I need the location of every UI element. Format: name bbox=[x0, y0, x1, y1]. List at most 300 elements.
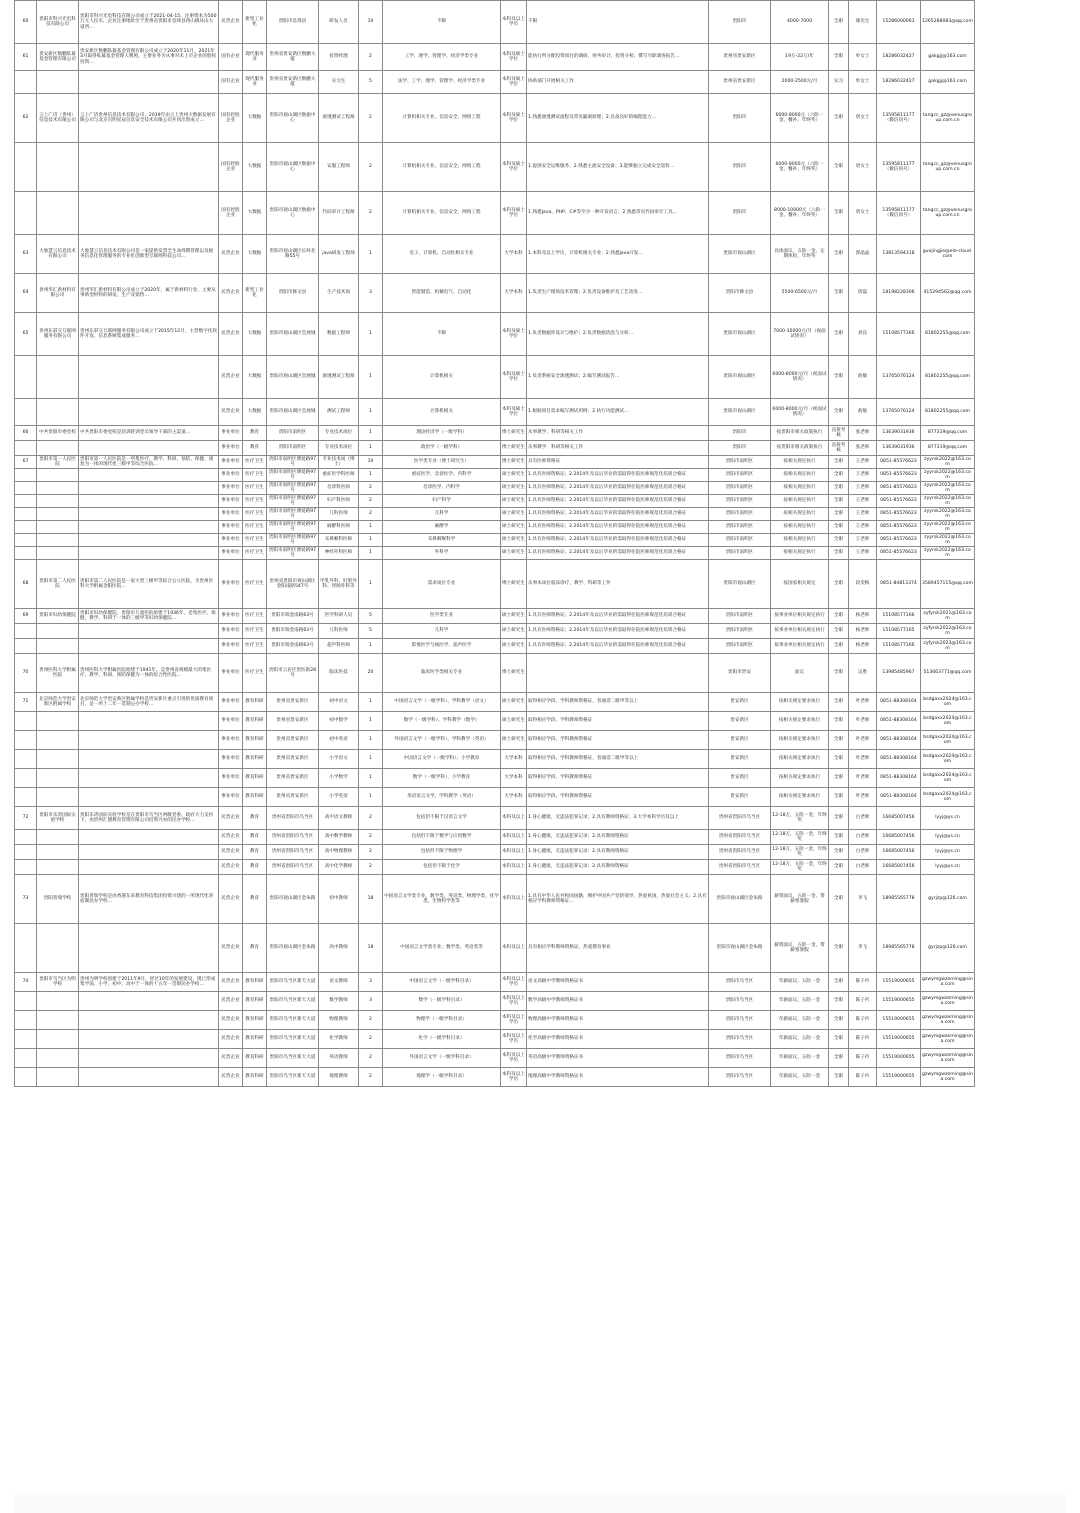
cell-type: 全职 bbox=[829, 693, 849, 712]
cell-tel: 15519000655 bbox=[877, 1049, 921, 1068]
cell-tel: 0851-88308164 bbox=[877, 769, 921, 788]
cell-mail: gyrjzp@126.com bbox=[921, 924, 975, 973]
cell-pos: 地理教师 bbox=[319, 1068, 359, 1087]
cell-edu: 本科及以上 bbox=[501, 830, 527, 845]
cell-ind: 教育科研 bbox=[243, 1068, 267, 1087]
cell-nature: 事业单位 bbox=[219, 482, 243, 495]
cell-pos: 高中语文教师 bbox=[319, 807, 359, 830]
cell-type: 全职 bbox=[829, 1049, 849, 1068]
cell-tel: 0851-88308164 bbox=[877, 712, 921, 731]
cell-ind: 大数据 bbox=[243, 235, 267, 274]
cell-tel: 13595811177（微信同号） bbox=[877, 192, 921, 235]
cell-mail: lyyj@ys.cn bbox=[921, 807, 975, 830]
cell-n bbox=[15, 830, 37, 845]
cell-tel: 0851-85576623 bbox=[877, 482, 921, 495]
cell-unit bbox=[37, 924, 79, 973]
cell-req: 取得相应学段、学科教师资格证 bbox=[527, 712, 709, 731]
cell-ind: 医疗卫生 bbox=[243, 654, 267, 693]
cell-req: 具有相应学科教师资格证，热爱教育事业 bbox=[527, 924, 709, 973]
cell-tel: 15519000655 bbox=[877, 992, 921, 1011]
cell-pos: 专业技术岗（博士） bbox=[319, 456, 359, 469]
cell-intro bbox=[79, 750, 219, 769]
cell-contact: 李飞 bbox=[849, 924, 877, 973]
cell-type: 全职 bbox=[829, 712, 849, 731]
cell-addr: 贵阳市观山湖区数据中心 bbox=[267, 94, 319, 143]
cell-n bbox=[15, 534, 37, 547]
cell-edu: 博士研究生 bbox=[501, 654, 527, 693]
cell-tel: 13985485967 bbox=[877, 654, 921, 693]
cell-pos: 超声科医师 bbox=[319, 639, 359, 654]
cell-nature: 民营企业 bbox=[219, 924, 243, 973]
cell-n: 63 bbox=[15, 235, 37, 274]
cell-pay: 按贵阳市相关政策执行 bbox=[771, 426, 829, 441]
cell-major: 计算机相关 bbox=[383, 399, 501, 426]
cell-ind: 医疗卫生 bbox=[243, 508, 267, 521]
cell-place: 贵阳市观山湖区 bbox=[709, 356, 771, 399]
cell-num: 1 bbox=[359, 750, 383, 769]
cell-type: 实习 bbox=[829, 71, 849, 94]
cell-tel: 15108577366 bbox=[877, 313, 921, 356]
cell-n bbox=[15, 788, 37, 807]
cell-pos: 专业技术岗位 bbox=[319, 426, 359, 441]
cell-ind: 大数据 bbox=[243, 356, 267, 399]
cell-req: 1.具有中华人民共和国国籍，拥护中国共产党的领导，热爱祖国，热爱社会主义；2.具有相应学科教师资格证… bbox=[527, 875, 709, 924]
cell-major: 外科学 bbox=[383, 547, 501, 560]
cell-pos: 专业技术岗位 bbox=[319, 441, 359, 456]
cell-num: 1 bbox=[359, 356, 383, 399]
cell-num: 2 bbox=[359, 1068, 383, 1087]
cell-n bbox=[15, 71, 37, 94]
cell-n bbox=[15, 356, 37, 399]
cell-edu: 硕士研究生 bbox=[501, 639, 527, 654]
cell-intro: 贵安新区数鹏私募基金管理有限公司成立于2020年11月，2021年3月取得私募基金管理人牌照，主要业务为从事对未上市企业的股权投资… bbox=[79, 44, 219, 71]
table-row bbox=[15, 482, 1080, 495]
cell-ind: 新型工业化 bbox=[243, 274, 267, 313]
table-row bbox=[15, 639, 1080, 654]
cell-addr: 贵州省贵阳市乌当区 bbox=[267, 860, 319, 875]
cell-num: 1 bbox=[359, 712, 383, 731]
cell-n: 72 bbox=[15, 807, 37, 830]
cell-tel: 13639031936 bbox=[877, 441, 921, 456]
cell-pos: 甲乳外科、肝胆外科、胃肠外科等 bbox=[319, 560, 359, 609]
cell-pos: 安服工程师 bbox=[319, 143, 359, 192]
cell-contact: 颜先生 bbox=[849, 1, 877, 44]
cell-contact: 叶老师 bbox=[849, 712, 877, 731]
cell-n bbox=[15, 1030, 37, 1049]
cell-edu: 本科及以上 bbox=[501, 875, 527, 924]
cell-req: 取得相应学段、学科教师资格证 bbox=[527, 788, 709, 807]
cell-tel: 16685007456 bbox=[877, 845, 921, 860]
cell-ind: 教育 bbox=[243, 875, 267, 924]
table-row bbox=[15, 469, 1080, 482]
cell-major: 急诊医学、内科学 bbox=[383, 482, 501, 495]
cell-nature: 事业单位 bbox=[219, 469, 243, 482]
cell-addr: 贵阳市乌当区新天大道 bbox=[267, 1030, 319, 1049]
cell-req: 1.熟悉Java、PHP、C#等至少一种开发语言；2.熟悉常见代码审计工具… bbox=[527, 192, 709, 235]
cell-tel: 13813594318 bbox=[877, 235, 921, 274]
cell-num: 1 bbox=[359, 788, 383, 807]
cell-mail: 81802255@qq.com bbox=[921, 313, 975, 356]
table-row bbox=[15, 924, 1080, 973]
cell-type: 全职 bbox=[829, 830, 849, 845]
cell-nature: 民营企业 bbox=[219, 860, 243, 875]
cell-addr: 贵阳市南明区博爱路97号 bbox=[267, 482, 319, 495]
cell-major: 英语语言文学、学科教学（英语） bbox=[383, 788, 501, 807]
cell-unit bbox=[37, 547, 79, 560]
cell-intro bbox=[79, 769, 219, 788]
cell-edu: 大学本科 bbox=[501, 788, 527, 807]
cell-nature: 民营企业 bbox=[219, 830, 243, 845]
cell-place: 贵州省贵安新区 bbox=[709, 71, 771, 94]
table-row bbox=[15, 1049, 1080, 1068]
cell-pay: 年薪面议，五险一金 bbox=[771, 1011, 829, 1030]
cell-nature: 民营企业 bbox=[219, 973, 243, 992]
cell-edu: 本科及硕士学位 bbox=[501, 399, 527, 426]
cell-pay: 2000-2500元/月 bbox=[771, 71, 829, 94]
cell-ind: 教育科研 bbox=[243, 693, 267, 712]
cell-pay: 按相关规定要求执行 bbox=[771, 712, 829, 731]
cell-intro bbox=[79, 441, 219, 456]
cell-req: 物理高级中学教师资格证书 bbox=[527, 1011, 709, 1030]
cell-n bbox=[15, 712, 37, 731]
cell-n: 73 bbox=[15, 875, 37, 924]
cell-mail: 81802255@qq.com bbox=[921, 399, 975, 426]
cell-tel: 13639031936 bbox=[877, 426, 921, 441]
cell-num: 18 bbox=[359, 875, 383, 924]
table-row bbox=[15, 534, 1080, 547]
cell-ind: 教育 bbox=[243, 807, 267, 830]
cell-num: 1 bbox=[359, 399, 383, 426]
cell-major: 地理学（一级学科目录） bbox=[383, 1068, 501, 1087]
cell-intro bbox=[79, 731, 219, 750]
cell-major: 外国语言文学（一级学科）、学科教学（英语） bbox=[383, 731, 501, 750]
cell-pay: 19万-22万/年 bbox=[771, 44, 829, 71]
cell-major: 不限 bbox=[383, 1, 501, 44]
cell-place: 贵阳市南明区 bbox=[709, 534, 771, 547]
cell-tel: 13595811177（微信同号） bbox=[877, 94, 921, 143]
cell-intro bbox=[79, 924, 219, 973]
cell-place: 贵安新区 bbox=[709, 712, 771, 731]
cell-addr: 贵州省贵阳市乌当区 bbox=[267, 830, 319, 845]
cell-ind: 教育科研 bbox=[243, 712, 267, 731]
cell-unit bbox=[37, 845, 79, 860]
cell-req: 1.具有医师资格证；2.2014年及以后毕业的需取得住院医师规范化培训合格证 bbox=[527, 609, 709, 624]
cell-intro: 北京师范大学贵安新区附属学校是贵安新区重点引进的优质教育项目，是一所十二年一贯制公办学校… bbox=[79, 693, 219, 712]
cell-n bbox=[15, 639, 37, 654]
cell-addr: 贵阳市乌当区新天大道 bbox=[267, 1011, 319, 1030]
cell-intro bbox=[79, 1068, 219, 1087]
cell-type: 全职 bbox=[829, 399, 849, 426]
cell-nature: 民营企业 bbox=[219, 1011, 243, 1030]
cell-pay: 12-18万，五险一金，年终奖 bbox=[771, 860, 829, 875]
cell-nature: 民营企业 bbox=[219, 1049, 243, 1068]
cell-tel: 0851-85576623 bbox=[877, 508, 921, 521]
cell-mail: tangcc_gz@venusgroup.com.cn bbox=[921, 143, 975, 192]
cell-intro bbox=[79, 788, 219, 807]
cell-tel: 13765076124 bbox=[877, 356, 921, 399]
cell-edu: 本科及以上 bbox=[501, 924, 527, 973]
table-row bbox=[15, 547, 1080, 560]
cell-edu: 本科及硕士学位 bbox=[501, 313, 527, 356]
cell-mail: zyfyrsk2022@163.com bbox=[921, 624, 975, 639]
cell-n bbox=[15, 924, 37, 973]
table-row bbox=[15, 769, 1080, 788]
cell-pos: 重症医学科医师 bbox=[319, 469, 359, 482]
cell-edu: 本科及以上学历 bbox=[501, 1011, 527, 1030]
cell-pos: 生产技术岗 bbox=[319, 274, 359, 313]
cell-mail: bsdgaxx2024@163.com bbox=[921, 750, 975, 769]
cell-nature: 事业单位 bbox=[219, 560, 243, 609]
cell-pos: 化学教师 bbox=[319, 1030, 359, 1049]
cell-ind: 教育 bbox=[243, 845, 267, 860]
cell-tel: 0851-85576623 bbox=[877, 521, 921, 534]
cell-intro bbox=[79, 521, 219, 534]
cell-pos: 小学数学 bbox=[319, 769, 359, 788]
recruitment-table-page bbox=[14, 0, 1066, 1513]
table-row bbox=[15, 845, 1080, 860]
cell-req: 1.具有医师资格证；2.2014年及以后毕业的需取得住院医师规范化培训合格证 bbox=[527, 508, 709, 521]
cell-mail: gzwymgwzeming@sina.com bbox=[921, 992, 975, 1011]
cell-n: 64 bbox=[15, 274, 37, 313]
cell-req: 从事教学、科研等相关工作 bbox=[527, 441, 709, 456]
cell-type: 全职 bbox=[829, 560, 849, 609]
cell-nature: 民营企业 bbox=[219, 807, 243, 830]
table-row bbox=[15, 192, 1080, 235]
cell-major: 计算机相关 bbox=[383, 356, 501, 399]
cell-place: 贵州省贵阳市乌当区 bbox=[709, 830, 771, 845]
cell-mail: gakgjj@163.com bbox=[921, 71, 975, 94]
cell-contact: 张老师 bbox=[849, 441, 877, 456]
cell-tel: 15519000655 bbox=[877, 973, 921, 992]
cell-pay: 6000-8000元/月（视面试情况） bbox=[771, 356, 829, 399]
cell-type: 全职 bbox=[829, 508, 849, 521]
cell-ind: 大数据 bbox=[243, 313, 267, 356]
cell-contact: 杨老师 bbox=[849, 639, 877, 654]
cell-addr: 贵阳市乌当区新天大道 bbox=[267, 1068, 319, 1087]
cell-place: 贵阳市 bbox=[709, 143, 771, 192]
cell-contact: 牟女士 bbox=[849, 44, 877, 71]
cell-addr: 贵阳市南明区博爱路97号 bbox=[267, 534, 319, 547]
cell-num: 3 bbox=[359, 992, 383, 1011]
cell-mail: tangcc_gz@venusgroup.com.cn bbox=[921, 192, 975, 235]
cell-n bbox=[15, 769, 37, 788]
cell-major: 重症医学、急诊医学、内科学 bbox=[383, 469, 501, 482]
table-row bbox=[15, 1068, 1080, 1087]
cell-pos: 高中物理教师 bbox=[319, 845, 359, 860]
cell-pos: 英语教师 bbox=[319, 1049, 359, 1068]
cell-contact: 陈子衿 bbox=[849, 1011, 877, 1030]
cell-place: 贵阳市乌当区 bbox=[709, 992, 771, 1011]
cell-pos: 麻醉科医师 bbox=[319, 521, 359, 534]
cell-addr: 贵阳市瑞金南路63号 bbox=[267, 609, 319, 624]
cell-nature: 民营企业 bbox=[219, 1068, 243, 1087]
cell-num: 1 bbox=[359, 731, 383, 750]
cell-n bbox=[15, 143, 37, 192]
cell-major: 儿科学 bbox=[383, 508, 501, 521]
cell-edu: 硕士研究生 bbox=[501, 534, 527, 547]
cell-addr: 贵州省贵阳市乌当区 bbox=[267, 807, 319, 830]
cell-contact: 白老师 bbox=[849, 845, 877, 860]
cell-pos: 投资经理 bbox=[319, 44, 359, 71]
cell-pay: 按相关规定要求执行 bbox=[771, 693, 829, 712]
cell-edu: 硕士研究生 bbox=[501, 521, 527, 534]
cell-mail: zyyrsk2022@163.com bbox=[921, 508, 975, 521]
cell-ind: 新型工业化 bbox=[243, 1, 267, 44]
cell-edu: 本科及以上学历 bbox=[501, 973, 527, 992]
cell-nature: 民营企业 bbox=[219, 274, 243, 313]
cell-num: 1 bbox=[359, 639, 383, 654]
table-row bbox=[15, 71, 1080, 94]
cell-edu: 本科及硕士学位 bbox=[501, 143, 527, 192]
cell-unit bbox=[37, 992, 79, 1011]
cell-num: 5 bbox=[359, 71, 383, 94]
cell-pay: 12-18万，五险一金，年终奖 bbox=[771, 845, 829, 860]
cell-mail: gzwymgwzeming@sina.com bbox=[921, 1049, 975, 1068]
cell-intro bbox=[79, 469, 219, 482]
cell-edu: 硕士研究生 bbox=[501, 547, 527, 560]
cell-addr: 贵阳市观山湖区会展城 bbox=[267, 399, 319, 426]
cell-n: 61 bbox=[15, 44, 37, 71]
cell-major: 工学、理学、管理学、经济学类专业 bbox=[383, 44, 501, 71]
cell-ind: 医疗卫生 bbox=[243, 624, 267, 639]
cell-mail: zyyrsk2022@163.com bbox=[921, 456, 975, 469]
cell-ind: 教育科研 bbox=[243, 788, 267, 807]
cell-intro bbox=[79, 192, 219, 235]
cell-place: 贵安新区 bbox=[709, 769, 771, 788]
cell-edu: 大学本科 bbox=[501, 769, 527, 788]
cell-intro bbox=[79, 143, 219, 192]
cell-nature: 民营企业 bbox=[219, 235, 243, 274]
table-row bbox=[15, 1011, 1080, 1030]
cell-major: 中国语言文学（一级学科目录） bbox=[383, 973, 501, 992]
cell-pay: 5500-6500元/月 bbox=[771, 274, 829, 313]
cell-unit: 云上广济（贵州）信息技术有限公司 bbox=[37, 94, 79, 143]
page-bottom-margin bbox=[14, 1495, 1066, 1513]
cell-mail: lyyj@ys.cn bbox=[921, 845, 975, 860]
table-row bbox=[15, 143, 1080, 192]
cell-type: 全职 bbox=[829, 495, 849, 508]
cell-ind: 大数据 bbox=[243, 399, 267, 426]
cell-nature: 事业单位 bbox=[219, 693, 243, 712]
cell-place: 贵阳市南明区 bbox=[709, 469, 771, 482]
cell-unit bbox=[37, 1068, 79, 1087]
cell-type: 全职 bbox=[829, 1068, 849, 1087]
cell-edu: 本科及以上 bbox=[501, 860, 527, 875]
cell-unit: 贵州医科大学附属医院 bbox=[37, 654, 79, 693]
cell-mail: 1265288083@qq.com bbox=[921, 1, 975, 44]
cell-pay: 按相关规定执行 bbox=[771, 534, 829, 547]
cell-intro: 云上广济贵州信息技术有限公司，2019年由云上贵州大数据发展有限公司与北京启明星辰信息安全技术有限公司共同出资成立… bbox=[79, 94, 219, 143]
cell-nature: 事业单位 bbox=[219, 495, 243, 508]
cell-unit: 贵阳市妇幼保健院 bbox=[37, 609, 79, 624]
cell-addr: 贵州省贵安新区 bbox=[267, 750, 319, 769]
cell-ind: 教育科研 bbox=[243, 973, 267, 992]
table-row bbox=[15, 313, 1080, 356]
cell-tel: 0851-88308164 bbox=[877, 750, 921, 769]
cell-unit bbox=[37, 143, 79, 192]
table-row bbox=[15, 860, 1080, 875]
cell-place: 贵阳市观山湖区 bbox=[709, 235, 771, 274]
cell-contact: 王老师 bbox=[849, 482, 877, 495]
cell-ind: 教育科研 bbox=[243, 1030, 267, 1049]
table-row bbox=[15, 456, 1080, 469]
cell-unit bbox=[37, 356, 79, 399]
cell-tel: 0851-85576623 bbox=[877, 469, 921, 482]
cell-contact: 段奕梅 bbox=[849, 560, 877, 609]
cell-edu: 硕士研究生 bbox=[501, 712, 527, 731]
cell-tel: 13765076124 bbox=[877, 399, 921, 426]
cell-nature: 民营企业 bbox=[219, 845, 243, 860]
cell-pay: 按相关规定执行 bbox=[771, 495, 829, 508]
cell-nature: 国有控股企业 bbox=[219, 192, 243, 235]
cell-num: 2 bbox=[359, 482, 383, 495]
cell-pay: 4000-7000 bbox=[771, 1, 829, 44]
cell-n bbox=[15, 624, 37, 639]
cell-addr: 贵阳市观山湖区金朱路 bbox=[267, 875, 319, 924]
cell-ind: 教育科研 bbox=[243, 1011, 267, 1030]
cell-tel: 13595811177（微信同号） bbox=[877, 143, 921, 192]
cell-intro bbox=[79, 860, 219, 875]
cell-type: 全职 bbox=[829, 356, 849, 399]
cell-n: 68 bbox=[15, 560, 37, 609]
cell-major: 包括但不限于汉语言文学 bbox=[383, 807, 501, 830]
cell-major: 包括但不限于数学与应用数学 bbox=[383, 830, 501, 845]
cell-unit: 贵阳市乌当区为明学校 bbox=[37, 973, 79, 992]
table-row bbox=[15, 521, 1080, 534]
cell-contact: 杨老师 bbox=[849, 624, 877, 639]
cell-tel: 15519000655 bbox=[877, 1011, 921, 1030]
cell-unit bbox=[37, 521, 79, 534]
cell-intro bbox=[79, 1011, 219, 1030]
cell-major: 麻醉学 bbox=[383, 521, 501, 534]
cell-unit: 贵安新区数鹏私募基金管理有限公司 bbox=[37, 44, 79, 71]
cell-mail: guojingjie@ele-cloud.com bbox=[921, 235, 975, 274]
table-row bbox=[15, 731, 1080, 750]
cell-ind: 教育科研 bbox=[243, 750, 267, 769]
cell-contact: 叶老师 bbox=[849, 693, 877, 712]
cell-n: 65 bbox=[15, 313, 37, 356]
cell-edu: 本科及硕士学位 bbox=[501, 71, 527, 94]
cell-req: 协助部门开展相关工作 bbox=[527, 71, 709, 94]
cell-unit bbox=[37, 860, 79, 875]
cell-pay: 按事业单位相关规定执行 bbox=[771, 609, 829, 624]
cell-contact: 陈子衿 bbox=[849, 1049, 877, 1068]
cell-req: 1.身心健康，无违法犯罪记录；2.具有教师资格证 bbox=[527, 845, 709, 860]
cell-contact: 唐女士 bbox=[849, 192, 877, 235]
cell-intro bbox=[79, 639, 219, 654]
cell-contact: 刘良 bbox=[849, 313, 877, 356]
cell-num: 2 bbox=[359, 1011, 383, 1030]
cell-mail: bsdgaxx2024@163.com bbox=[921, 788, 975, 807]
cell-type: 全职 bbox=[829, 624, 849, 639]
cell-n bbox=[15, 508, 37, 521]
cell-mail: zyyrsk2022@163.com bbox=[921, 469, 975, 482]
cell-n bbox=[15, 441, 37, 456]
cell-addr: 贵阳市瑞金南路63号 bbox=[267, 639, 319, 654]
cell-place: 贵安新区 bbox=[709, 693, 771, 712]
cell-mail: 415294562@qq.com bbox=[921, 274, 975, 313]
cell-edu: 本科及硕士学位 bbox=[501, 192, 527, 235]
cell-n bbox=[15, 845, 37, 860]
cell-unit bbox=[37, 399, 79, 426]
cell-tel: 16685007456 bbox=[877, 830, 921, 845]
cell-type: 全职 bbox=[829, 534, 849, 547]
cell-n: 60 bbox=[15, 1, 37, 44]
cell-edu: 本科及以上学历 bbox=[501, 1068, 527, 1087]
cell-n: 70 bbox=[15, 654, 37, 693]
cell-intro bbox=[79, 508, 219, 521]
cell-place: 贵安新区 bbox=[709, 731, 771, 750]
